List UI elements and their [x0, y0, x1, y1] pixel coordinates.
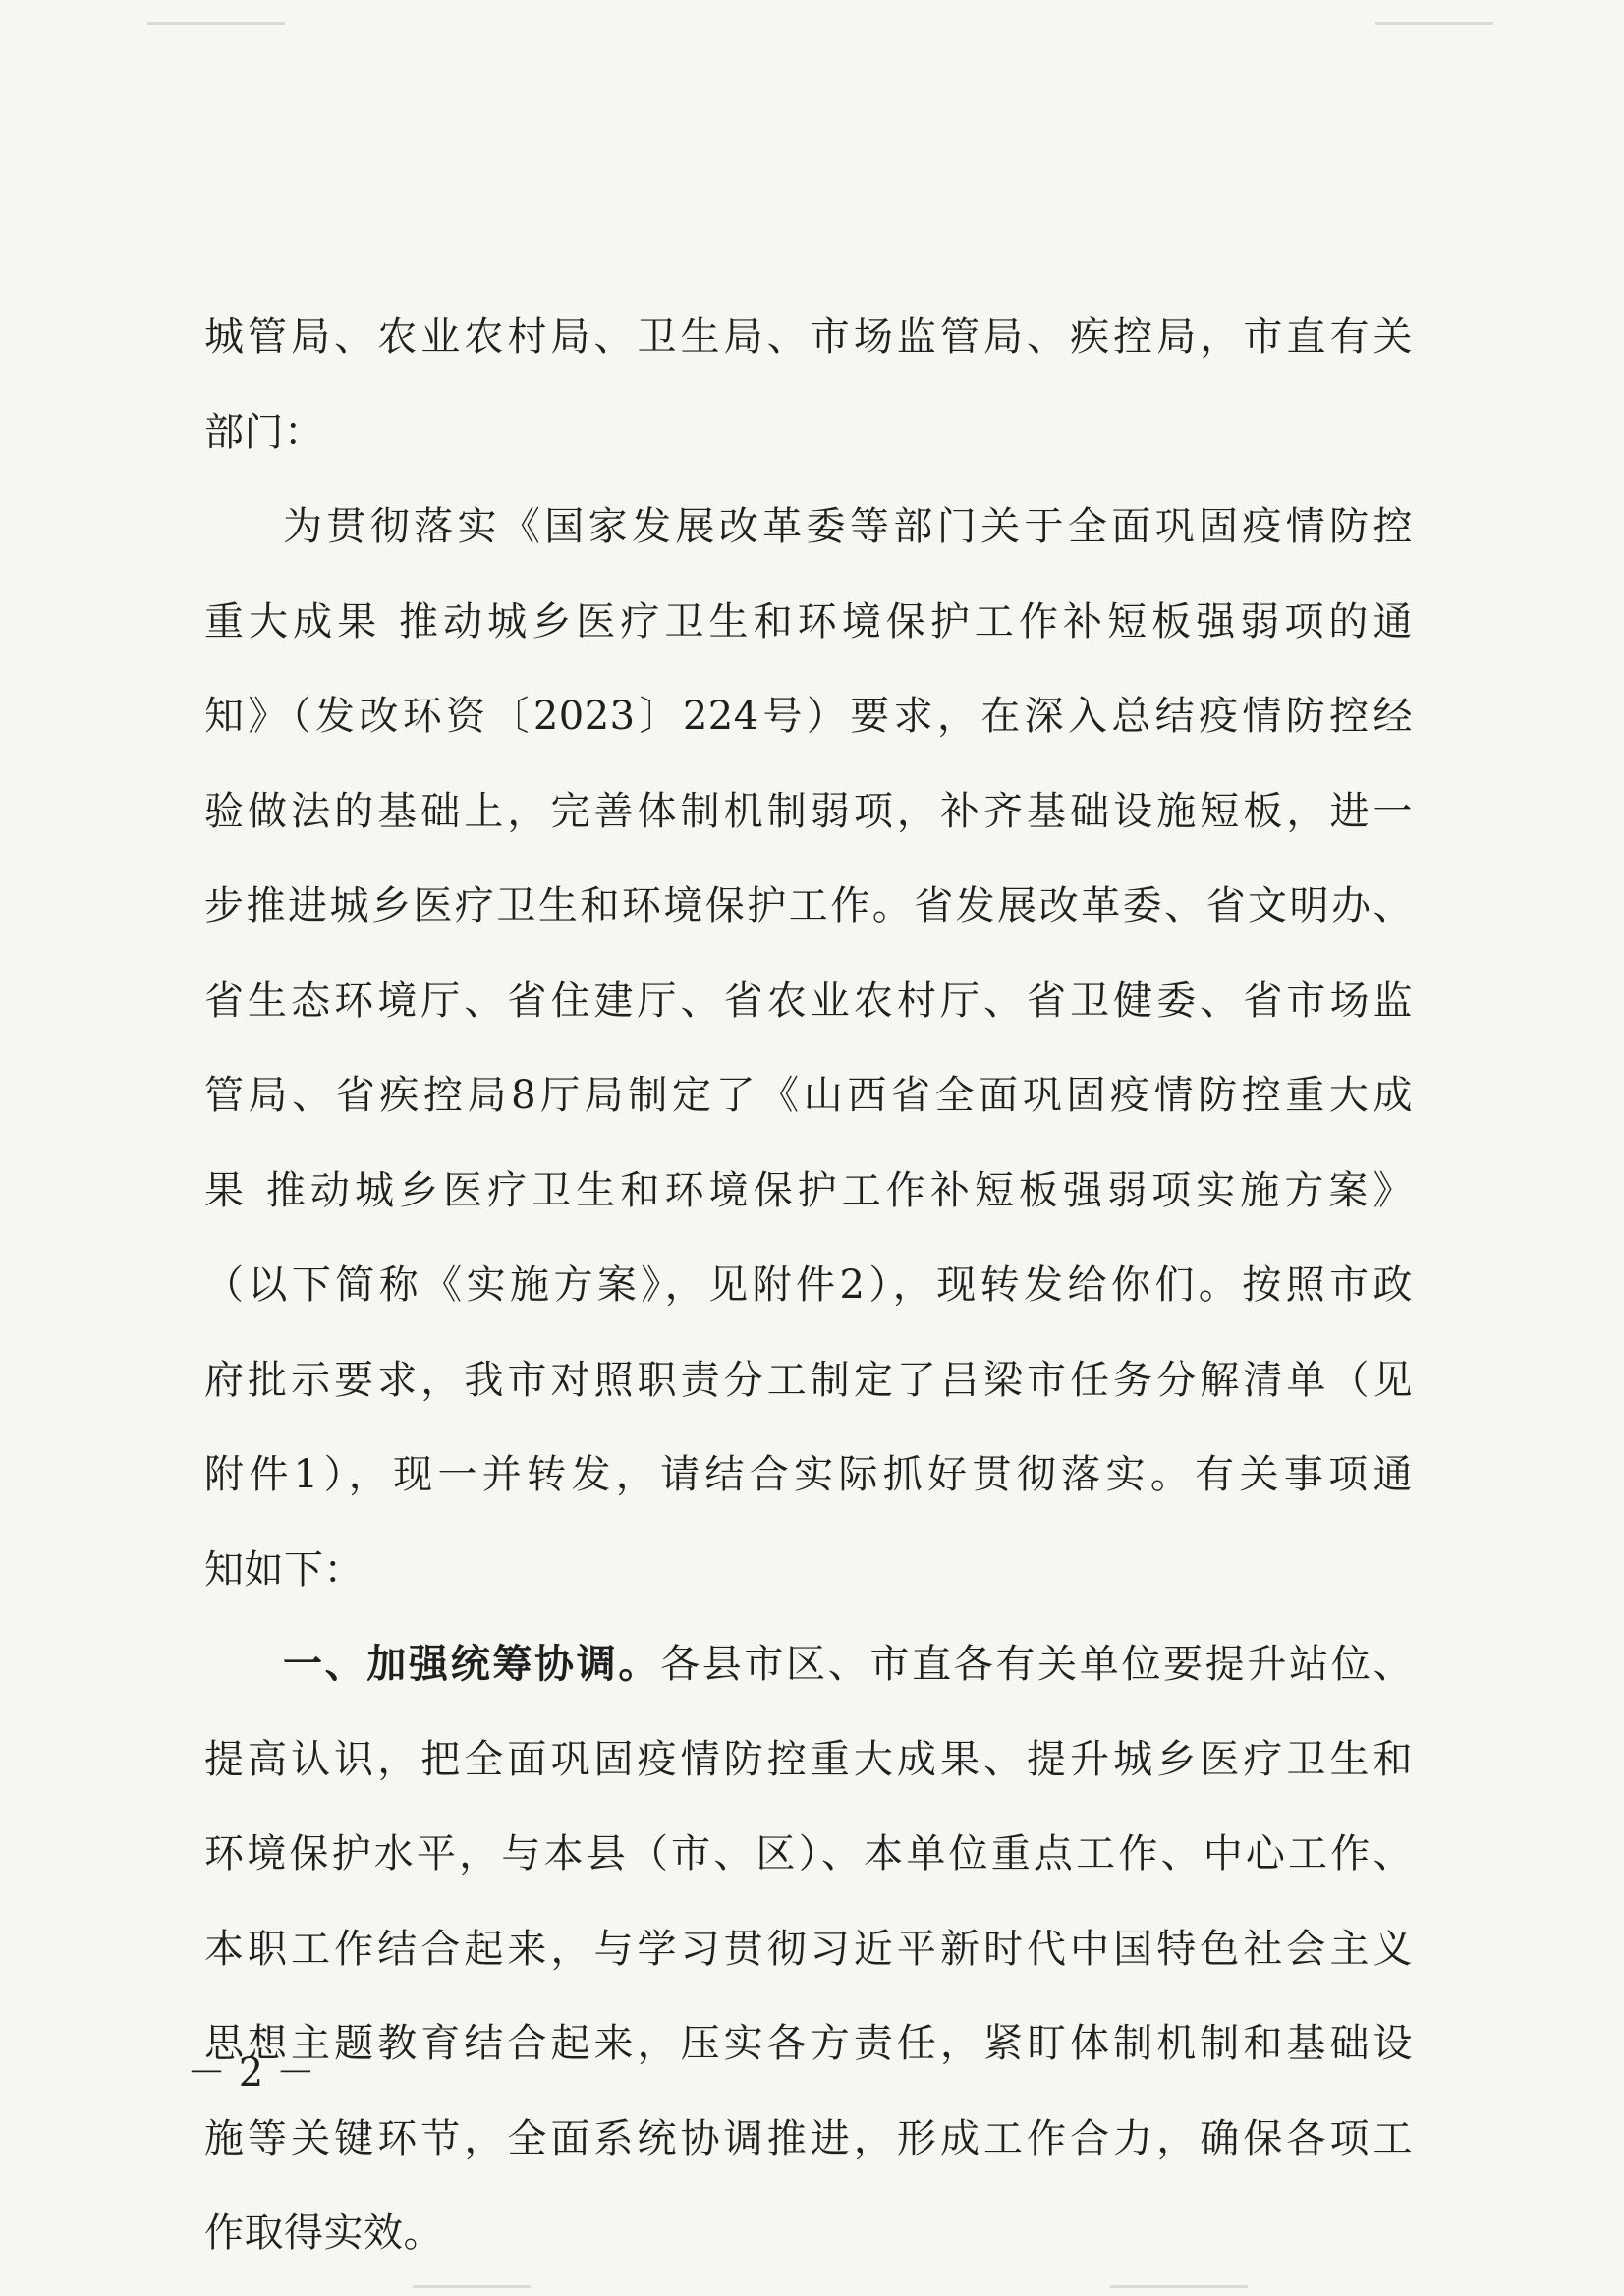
text-line-2: 部门： — [204, 409, 324, 455]
section1-line-3: 环境保护水平，与本县（市、区）、本单位重点工作、中心工作、 — [204, 1831, 1413, 1876]
text-line-9: 管局、省疾控局8厅局制定了《山西省全面巩固疫情防控重大成 — [204, 1073, 1413, 1118]
scan-mark-bottom-left — [413, 2285, 531, 2288]
page-number: － 2 － — [187, 2050, 315, 2096]
section1-first-line — [204, 1617, 1413, 1712]
section1-first-line-text: 各县市区、市直各有关单位要提升站位、 — [660, 1642, 1414, 1687]
text-line-12: 府批示要求，我市对照职责分工制定了吕梁市任务分解清单（见 — [204, 1357, 1413, 1403]
text-line-3: 为贯彻落实《国家发展改革委等部门关于全面巩固疫情防控 — [283, 504, 1413, 549]
section1-line-6: 施等关键环节，全面系统协调推进，形成工作合力，确保各项工 — [204, 2115, 1413, 2161]
scan-mark-top-left — [147, 22, 285, 25]
scan-mark-top-right — [1375, 22, 1493, 25]
text-line-1: 城管局、农业农村局、卫生局、市场监管局、疾控局，市直有关 — [204, 314, 1413, 360]
text-line-11: （以下简称《实施方案》，见附件2），现转发给你们。按照市政 — [204, 1262, 1413, 1308]
section1-heading: 一、加强统筹协调。 — [283, 1642, 661, 1687]
text-line-8: 省生态环境厅、省住建厅、省农业农村厅、省卫健委、省市场监 — [204, 978, 1413, 1024]
text-line-6: 验做法的基础上，完善体制机制弱项，补齐基础设施短板，进一 — [204, 788, 1413, 834]
text-line-10: 果 推动城乡医疗卫生和环境保护工作补短板强弱项实施方案》 — [204, 1167, 1413, 1213]
section1-line-2: 提高认识，把全面巩固疫情防控重大成果、提升城乡医疗卫生和 — [204, 1736, 1413, 1782]
text-line-14: 知如下： — [204, 1546, 364, 1593]
section1-line-4: 本职工作结合起来，与学习贯彻习近平新时代中国特色社会主义 — [204, 1926, 1413, 1972]
body-text — [204, 290, 1413, 2281]
text-line-7: 步推进城乡医疗卫生和环境保护工作。省发展改革委、省文明办、 — [204, 883, 1413, 928]
section1-line-5: 思想主题教育结合起来，压实各方责任，紧盯体制机制和基础设 — [204, 2021, 1413, 2066]
text-line-4: 重大成果 推动城乡医疗卫生和环境保护工作补短板强弱项的通 — [204, 598, 1413, 644]
section1-line-7: 作取得实效。 — [204, 2211, 443, 2256]
text-line-5: 知》（发改环资〔2023〕224号）要求，在深入总结疫情防控经 — [204, 694, 1413, 739]
scan-mark-bottom-right — [1110, 2285, 1248, 2288]
text-line-13: 附件1），现一并转发，请结合实际抓好贯彻落实。有关事项通 — [204, 1452, 1413, 1497]
